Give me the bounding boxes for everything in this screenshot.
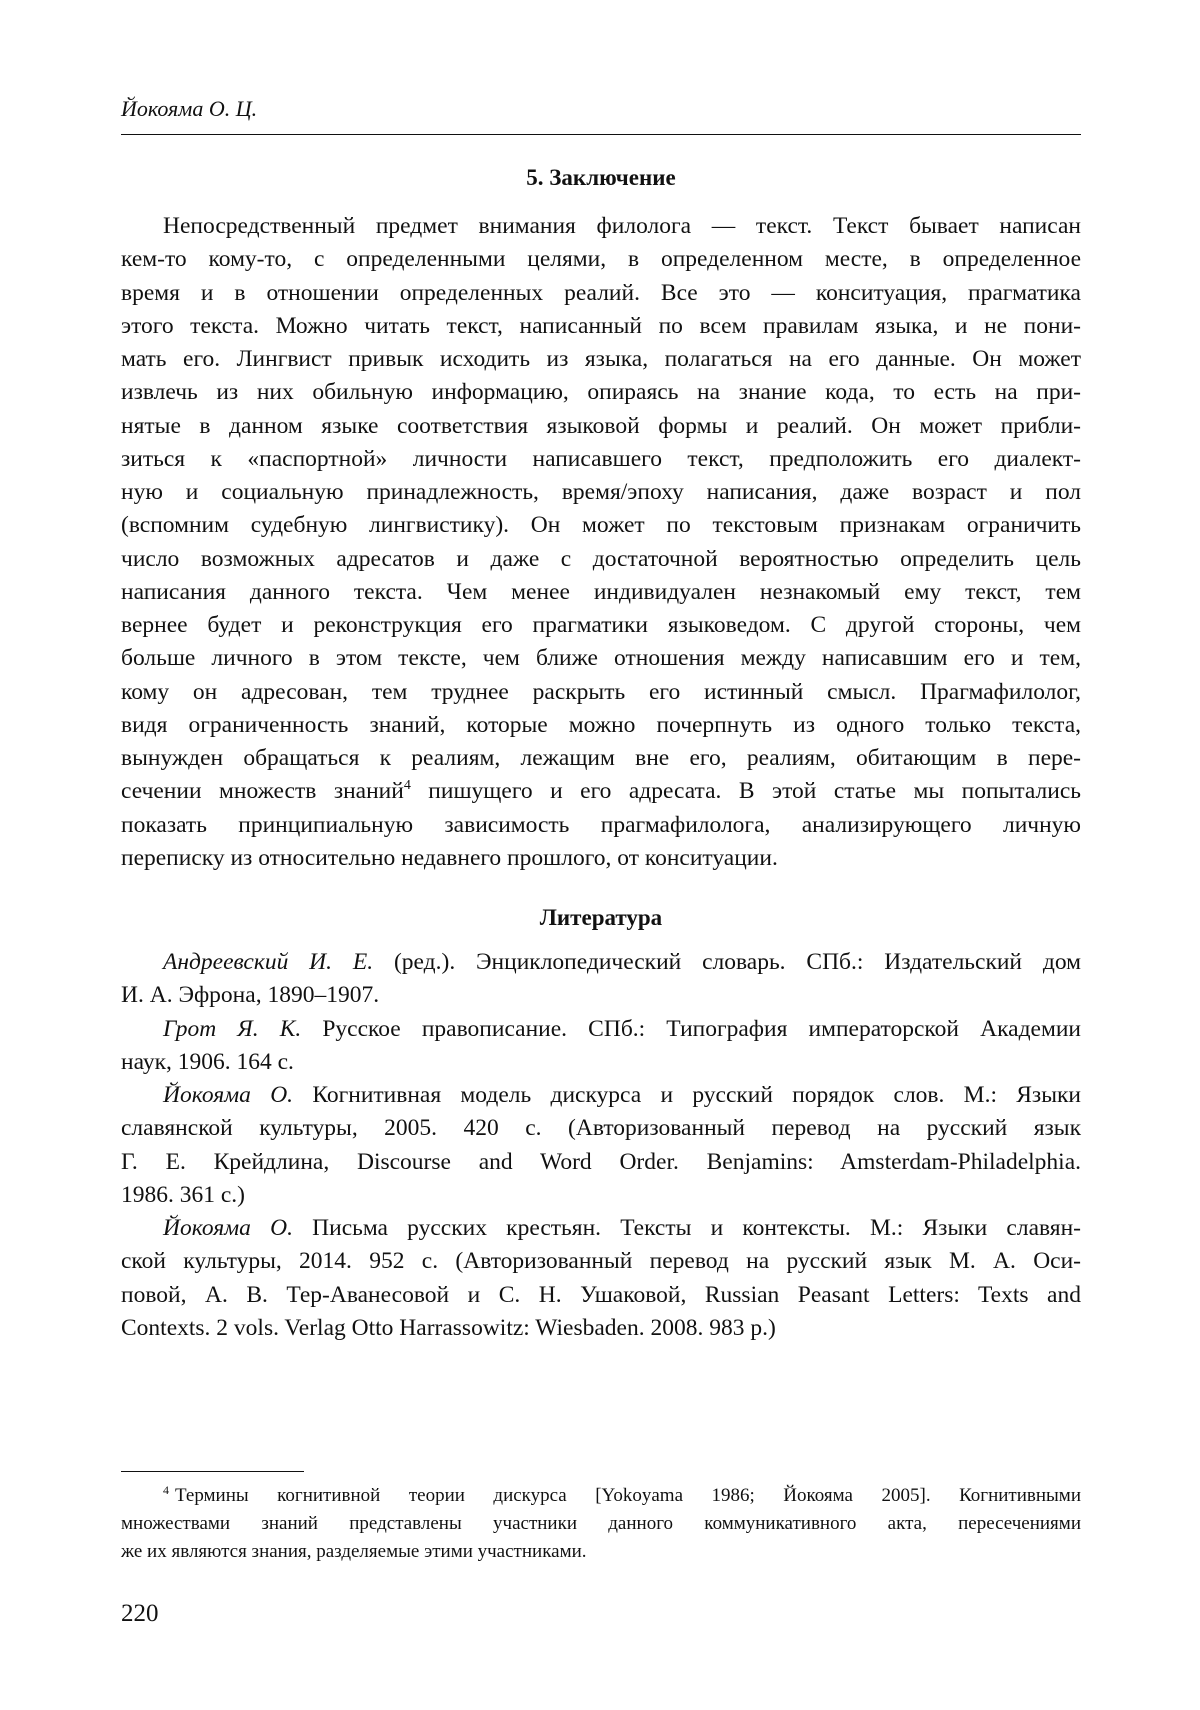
footnote-rule	[121, 1471, 304, 1472]
reference-author: Йокояма О.	[163, 1082, 294, 1108]
footnote-text: Термины когнитивной теории дискурса [Yokoyama 1986; Йокояма 2005]. Когнитивными	[175, 1485, 1081, 1506]
paragraph-line: этого текста. Можно читать текст, написанный по всем правилам языка, и не пони-	[121, 312, 1081, 339]
paragraph-line: время и в отношении определенных реалий. Все это — конситуация, прагматика	[121, 279, 1081, 306]
reference-entry	[121, 1013, 1081, 1046]
reference-text: Письма русских крестьян. Тексты и контексты. М.: Языки славян-	[292, 1215, 1081, 1241]
reference-entry	[121, 946, 1081, 979]
footnote-mark: 4	[163, 1483, 169, 1497]
paragraph-line	[121, 775, 1081, 808]
reference-text: (ред.). Энциклопедический словарь. СПб.: Издательский дом	[373, 949, 1081, 975]
reference-author: Йокояма О.	[163, 1215, 293, 1241]
footnote-line	[121, 1482, 1081, 1510]
paragraph-line: написания данного текста. Чем менее индивидуален незнакомый ему текст, тем	[121, 578, 1081, 605]
references-title: Литература	[539, 905, 663, 930]
paragraph-line: кому он адресован, тем труднее раскрыть его истинный смысл. Прагмафилолог,	[121, 678, 1081, 705]
references-list	[121, 946, 1081, 1345]
paragraph-line: вынужден обращаться к реалиям, лежащим вне его, реалиям, обитающим в пере-	[121, 745, 1081, 771]
paragraph-line: показать принципиальную зависимость прагмафилолога, анализирующего личную	[121, 811, 1081, 838]
reference-line: Г. Е. Крейдлина, Discourse and Word Order. Benjamins: Amsterdam-Philadelphia.	[121, 1148, 1081, 1175]
header-rule	[121, 134, 1081, 135]
paragraph-line: вернее будет и реконструкция его прагматики языковедом. С другой стороны, чем	[121, 612, 1081, 638]
reference-entry	[121, 1212, 1081, 1245]
reference-author: Андреевский И. Е.	[163, 949, 374, 975]
paragraph-line: видя ограниченность знаний, которые можно почерпнуть из одного только текста,	[121, 711, 1081, 738]
reference-line: наук, 1906. 164 с.	[121, 1048, 294, 1075]
paragraph-line: ную и социальную принадлежность, время/эпоху написания, даже возраст и пол	[121, 479, 1081, 505]
line-text: пишущего и его адресата. В этой статье мы попытались	[410, 778, 1081, 805]
reference-text: Русское правописание. СПб.: Типография императорской Академии	[301, 1015, 1081, 1042]
reference-author: Грот Я. К.	[163, 1015, 302, 1042]
reference-line: 1986. 361 с.)	[121, 1181, 246, 1208]
paragraph-line: нятые в данном языке соответствия языковой формы и реалий. Он может прибли-	[121, 412, 1081, 439]
reference-line: ской культуры, 2014. 952 с. (Авторизованный перевод на русский язык М. А. Оси-	[121, 1248, 1081, 1275]
footnote-line: же их являются знания, разделяемые этими участниками.	[121, 1541, 587, 1562]
paragraph-line: мать его. Лингвист привык исходить из языка, полагаться на его данные. Он может	[121, 346, 1081, 372]
footnote	[121, 1482, 1081, 1566]
paragraph-line: (вспомним судебную лингвистику). Он может по текстовым признакам ограничить	[121, 512, 1081, 539]
line-text: сечении множеств знаний	[121, 778, 404, 805]
paragraph-line: кем-то кому-то, с определенными целями, в определенном месте, в определенное	[121, 246, 1081, 273]
reference-line: И. А. Эфрона, 1890–1907.	[121, 982, 380, 1009]
reference-text: Когнитивная модель дискурса и русский порядок слов. М.: Языки	[293, 1082, 1081, 1108]
reference-entry	[121, 1079, 1081, 1112]
paragraph-line: число возможных адресатов и даже с достаточной вероятностью определить цель	[121, 545, 1081, 572]
paragraph-line: больше личного в этом тексте, чем ближе отношения между написавшим его и тем,	[121, 645, 1081, 672]
reference-line: Contexts. 2 vols. Verlag Otto Harrassowitz: Wiesbaden. 2008. 983 p.)	[121, 1314, 776, 1341]
paragraph-line: переписку из относительно недавнего прошлого, от конситуации.	[121, 844, 778, 871]
running-head: Йокояма О. Ц.	[121, 96, 258, 121]
reference-line: славянской культуры, 2005. 420 с. (Авторизованный перевод на русский язык	[121, 1115, 1081, 1142]
footnote-reference[interactable]: 4	[403, 778, 411, 794]
paragraph-line: извлечь из них обильную информацию, опираясь на знание кода, то есть на при-	[121, 379, 1081, 406]
conclusion-paragraph	[121, 210, 1081, 875]
reference-line: повой, А. В. Тер-Аванесовой и С. Н. Ушаковой, Russian Peasant Letters: Texts and	[121, 1281, 1081, 1308]
section-title: 5. Заключение	[526, 165, 676, 190]
paragraph-line: Непосредственный предмет внимания филолога — текст. Текст бывает написан	[163, 213, 1081, 239]
paragraph-line: зиться к «паспортной» личности написавшего текст, предположить его диалект-	[121, 445, 1081, 472]
page-number: 220	[121, 1600, 159, 1627]
footnote-line: множествами знаний представлены участники данного коммуникативного акта, пересечениями	[121, 1513, 1081, 1534]
